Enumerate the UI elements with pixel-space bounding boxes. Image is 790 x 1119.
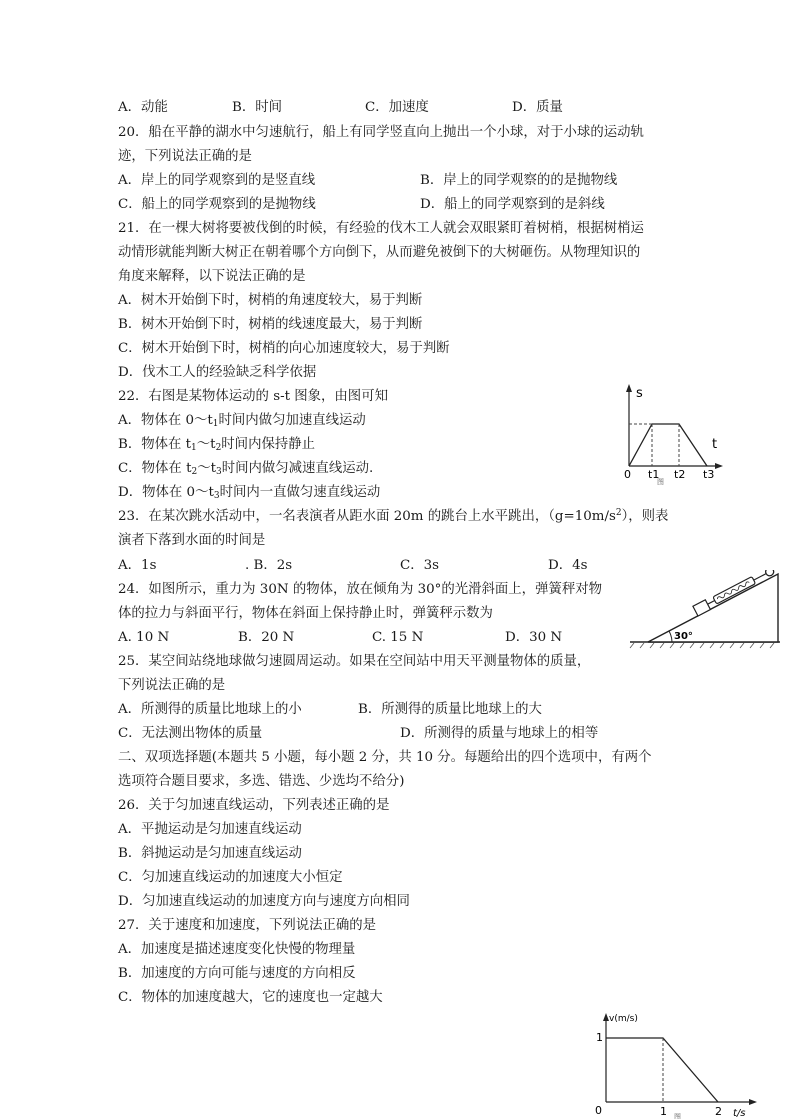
q19-option-c: C．加速度: [365, 100, 429, 115]
q24-incline: [648, 574, 778, 642]
q23-stem-line1: 23．在某次跳水活动中，一名表演者从距水面 20m 的跳台上水平跳出，$(g=10m/s^2)$，则表: [118, 508, 669, 524]
q27-x2-label: 2: [715, 1105, 722, 1118]
q24-stem-line1: 24．如图所示，重力为 30N 的物体，放在倾角为 30°的光滑斜面上，弹簧秤对物: [118, 582, 603, 597]
q22-t2-label: t2: [674, 468, 686, 481]
q20-option-c: C．船上的同学观察到的是抛物线: [118, 197, 316, 212]
q22-option-d: D．物体在 $0\sim t_3$时间内一直做匀速直线运动: [118, 485, 381, 501]
q26-option-c: C．匀加速直线运动的加速度大小恒定: [118, 870, 343, 885]
q20-stem-line1: 20．船在平静的湖水中匀速航行，船上有同学竖直向上抛出一个小球，对于小球的运动轨: [118, 125, 644, 140]
q27-y-label: v(m/s): [609, 1014, 638, 1024]
q23-option-a: A．1s: [118, 558, 157, 573]
q22-option-a: A．物体在 $0\sim t_1$时间内做匀加速直线运动: [118, 413, 366, 429]
q22-option-c: C．物体在 $t_2\sim t_3$时间内做匀减速直线运动.: [118, 461, 374, 477]
q20-option-a: A．岸上的同学观察到的是竖直线: [118, 173, 316, 188]
section2-heading-line1: 二、双项选择题(本题共 5 小题，每小题 2 分，共 10 分。每题给出的四个选项中，有两个: [118, 750, 652, 765]
q23-option-c: C．3s: [400, 558, 440, 573]
q26-option-d: D．匀加速直线运动的加速度方向与速度方向相同: [118, 894, 410, 909]
q22-t3-label: t3: [703, 468, 715, 481]
q24-option-a: A. 10 N: [118, 630, 170, 645]
q23-option-d: D．4s: [548, 558, 588, 573]
q27-stem: 27．关于速度和加速度，下列说法正确的是: [118, 918, 377, 933]
q23-stem-line2: 演者下落到水面的时间是: [118, 533, 266, 548]
q24-ground-hatch: [630, 643, 774, 648]
q21-option-d: D．伐木工人的经验缺乏科学依据: [118, 365, 317, 380]
q22-x-arrow: [715, 463, 723, 469]
q27-option-b: B．加速度的方向可能与速度的方向相反: [118, 966, 356, 981]
q22-st-graph: [615, 380, 725, 486]
q26-option-a: A．平抛运动是匀加速直线运动: [118, 822, 302, 837]
q19-option-d: D．质量: [512, 100, 563, 115]
q26-stem: 26．关于匀加速直线运动，下列表述正确的是: [118, 798, 390, 813]
q24-angle-label: 30°: [674, 631, 693, 642]
q21-option-b: B．树木开始倒下时，树梢的线速度最大，易于判断: [118, 317, 423, 332]
q22-graph-line: [629, 424, 707, 466]
q23-option-b: . B．2s: [245, 558, 293, 573]
q27-y1-label: 1: [596, 1031, 603, 1044]
q22-x-label: t: [712, 437, 718, 452]
q24-option-d: D．30 N: [505, 630, 563, 645]
q26-option-b: B．斜抛运动是匀加速直线运动: [118, 846, 302, 861]
q20-option-b: B．岸上的同学观察的的是抛物线: [420, 173, 618, 188]
q24-incline-figure: [628, 570, 783, 650]
q22-option-b: B．物体在 $t_1\sim t_2$时间内保持静止: [118, 437, 316, 453]
q21-stem-line2: 动情形就能判断大树正在朝着哪个方向倒下，从而避免被倒下的大树砸伤。从物理知识的: [118, 245, 641, 260]
q21-option-c: C．树木开始倒下时，树梢的向心加速度较大，易于判断: [118, 341, 450, 356]
q27-x-arrow: [749, 1099, 757, 1105]
q21-option-a: A．树木开始倒下时，树梢的角速度较大，易于判断: [118, 293, 423, 308]
q20-stem-line2: 迹，下列说法正确的是: [118, 149, 252, 164]
q22-t1-label: t1: [648, 468, 660, 481]
q19-option-a: A．动能: [118, 100, 168, 115]
q24-option-b: B．20 N: [238, 630, 295, 645]
q25-stem-line2: 下列说法正确的是: [118, 678, 226, 693]
q25-option-d: D．所测得的质量与地球上的相等: [400, 726, 599, 741]
q21-stem-line3: 角度来解释，以下说法正确的是: [118, 269, 306, 284]
q27-option-c: C．物体的加速度越大，它的速度也一定越大: [118, 990, 383, 1005]
q22-stem: 22．右图是某物体运动的 s-t 图象，由图可知: [118, 389, 388, 404]
q25-option-b: B．所测得的质量比地球上的大: [358, 702, 542, 717]
q22-y-label: s: [636, 386, 643, 401]
q20-option-d: D．船上的同学观察到的是斜线: [420, 197, 605, 212]
q27-vt-graph: [590, 1008, 760, 1119]
q24-option-c: C. 15 N: [372, 630, 424, 645]
q25-option-a: A．所测得的质量比地球上的小: [118, 702, 302, 717]
q19-option-b: B．时间: [232, 100, 283, 115]
q22-origin: 0: [624, 468, 631, 481]
q27-x1-label: 1: [660, 1105, 667, 1118]
q25-option-c: C．无法测出物体的质量: [118, 726, 263, 741]
q21-stem-line1: 21．在一棵大树将要被伐倒的时候，有经验的伐木工人就会双眼紧盯着树梢，根据树梢运: [118, 221, 644, 236]
q22-y-arrow: [626, 384, 632, 392]
q27-origin: 0: [595, 1104, 602, 1117]
section2-heading-line2: 选项符合题目要求，多选、错选、少选均不给分): [118, 774, 405, 789]
q22-caption: 图: [657, 478, 664, 486]
q27-caption: 图: [674, 1113, 681, 1119]
q27-graph-line: [606, 1038, 718, 1102]
q25-stem-line1: 25．某空间站绕地球做匀速圆周运动。如果在空间站中用天平测量物体的质量，: [118, 654, 591, 669]
q27-x-label: t/s: [733, 1108, 746, 1119]
q27-option-a: A．加速度是描述速度变化快慢的物理量: [118, 942, 356, 957]
q24-stem-line2: 体的拉力与斜面平行，物体在斜面上保持静止时，弹簧秤示数为: [118, 606, 493, 621]
